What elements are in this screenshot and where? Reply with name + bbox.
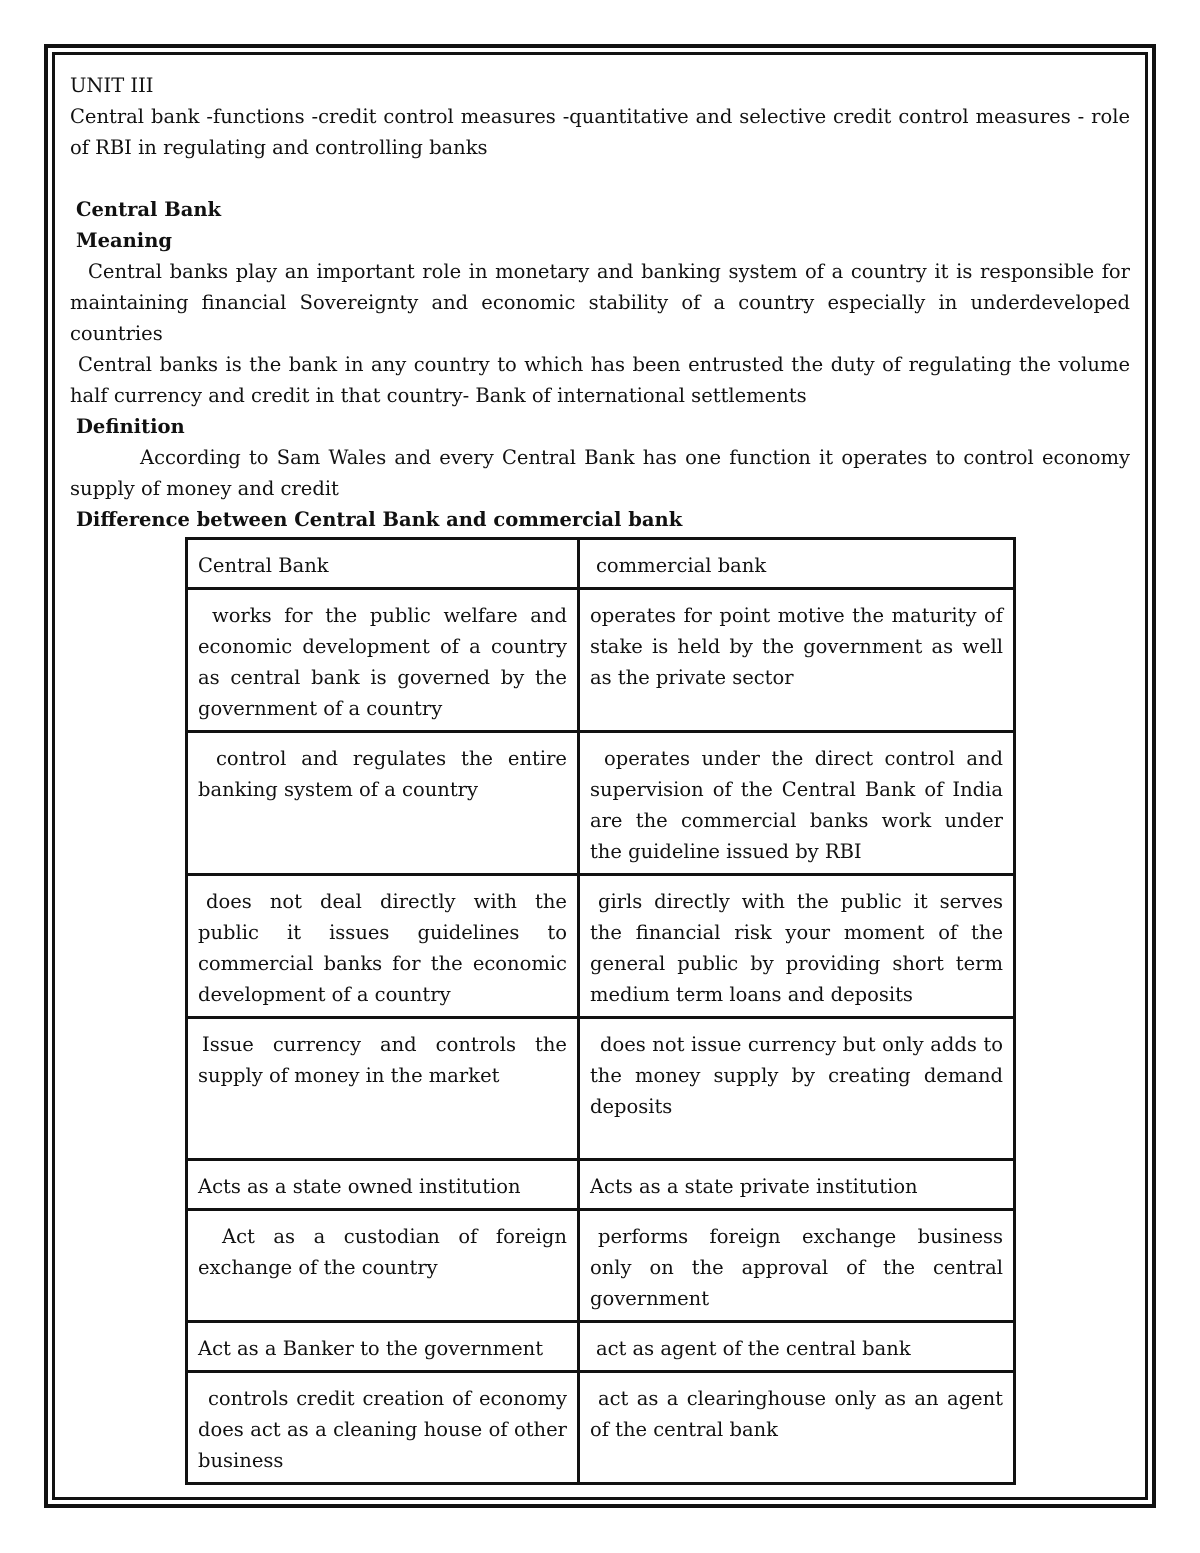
table-cell: Acts as a state private institution: [578, 1160, 1014, 1210]
table-cell: girls directly with the public it serves the financial risk your moment of the general public by providing short term medium term loans and deposits: [578, 875, 1014, 1018]
table-cell: control and regulates the entire banking system of a country: [187, 732, 579, 875]
table-row: [187, 1322, 1015, 1372]
table-cell: does not issue currency but only adds to the money supply by creating demand deposits: [578, 1018, 1014, 1160]
table-header-row: [187, 539, 1015, 589]
definition-paragraph: According to Sam Wales and every Central Bank has one function it operates to control economy supply of money and credit: [70, 446, 1130, 500]
table-cell: operates under the direct control and supervision of the Central Bank of India are the commercial banks work under the guideline issued by RBI: [578, 732, 1014, 875]
section-heading: Central Bank: [76, 198, 222, 221]
table-row: [187, 875, 1015, 1018]
table-row: [187, 1372, 1015, 1484]
definition-heading: Definition: [76, 415, 185, 438]
table-row: [187, 589, 1015, 732]
table-header-central-bank: Central Bank: [187, 539, 579, 589]
table-row: [187, 1210, 1015, 1322]
spacer: [70, 163, 1130, 194]
meaning-paragraph-1: Central banks play an important role in monetary and banking system of a country it is responsible for maintaining financial Sovereignty and economic stability of a country especially in underdeveloped countries: [70, 260, 1130, 345]
table-cell: Acts as a state owned institution: [187, 1160, 579, 1210]
document-body: [70, 70, 1130, 535]
unit-topics: Central bank -functions -credit control measures -quantitative and selective credit control measures - role of RBI in regulating and controlling banks: [70, 105, 1130, 159]
table-cell: act as a clearinghouse only as an agent of the central bank: [578, 1372, 1014, 1484]
table-cell: act as agent of the central bank: [578, 1322, 1014, 1372]
table-cell: operates for point motive the maturity of stake is held by the government as well as the private sector: [578, 589, 1014, 732]
meaning-paragraph-2: Central banks is the bank in any country to which has been entrusted the duty of regulating the volume half currency and credit in that country- Bank of international settlements: [70, 353, 1130, 407]
unit-title: UNIT III: [70, 74, 154, 97]
table-row: [187, 1160, 1015, 1210]
table-header-commercial-bank: commercial bank: [578, 539, 1014, 589]
table-cell: controls credit creation of economy does act as a cleaning house of other business: [187, 1372, 579, 1484]
difference-heading: Difference between Central Bank and commercial bank: [76, 508, 683, 531]
table-cell: Issue currency and controls the supply of money in the market: [187, 1018, 579, 1160]
table-row: [187, 1018, 1015, 1160]
table-cell: performs foreign exchange business only on the approval of the central government: [578, 1210, 1014, 1322]
meaning-heading: Meaning: [76, 229, 173, 252]
table-cell: Act as a custodian of foreign exchange of the country: [187, 1210, 579, 1322]
table-cell: works for the public welfare and economic development of a country as central bank is governed by the government of a country: [187, 589, 579, 732]
table-row: [187, 732, 1015, 875]
table-cell: Act as a Banker to the government: [187, 1322, 579, 1372]
comparison-table: [185, 537, 1016, 1485]
table-cell: does not deal directly with the public it issues guidelines to commercial banks for the economic development of a country: [187, 875, 579, 1018]
